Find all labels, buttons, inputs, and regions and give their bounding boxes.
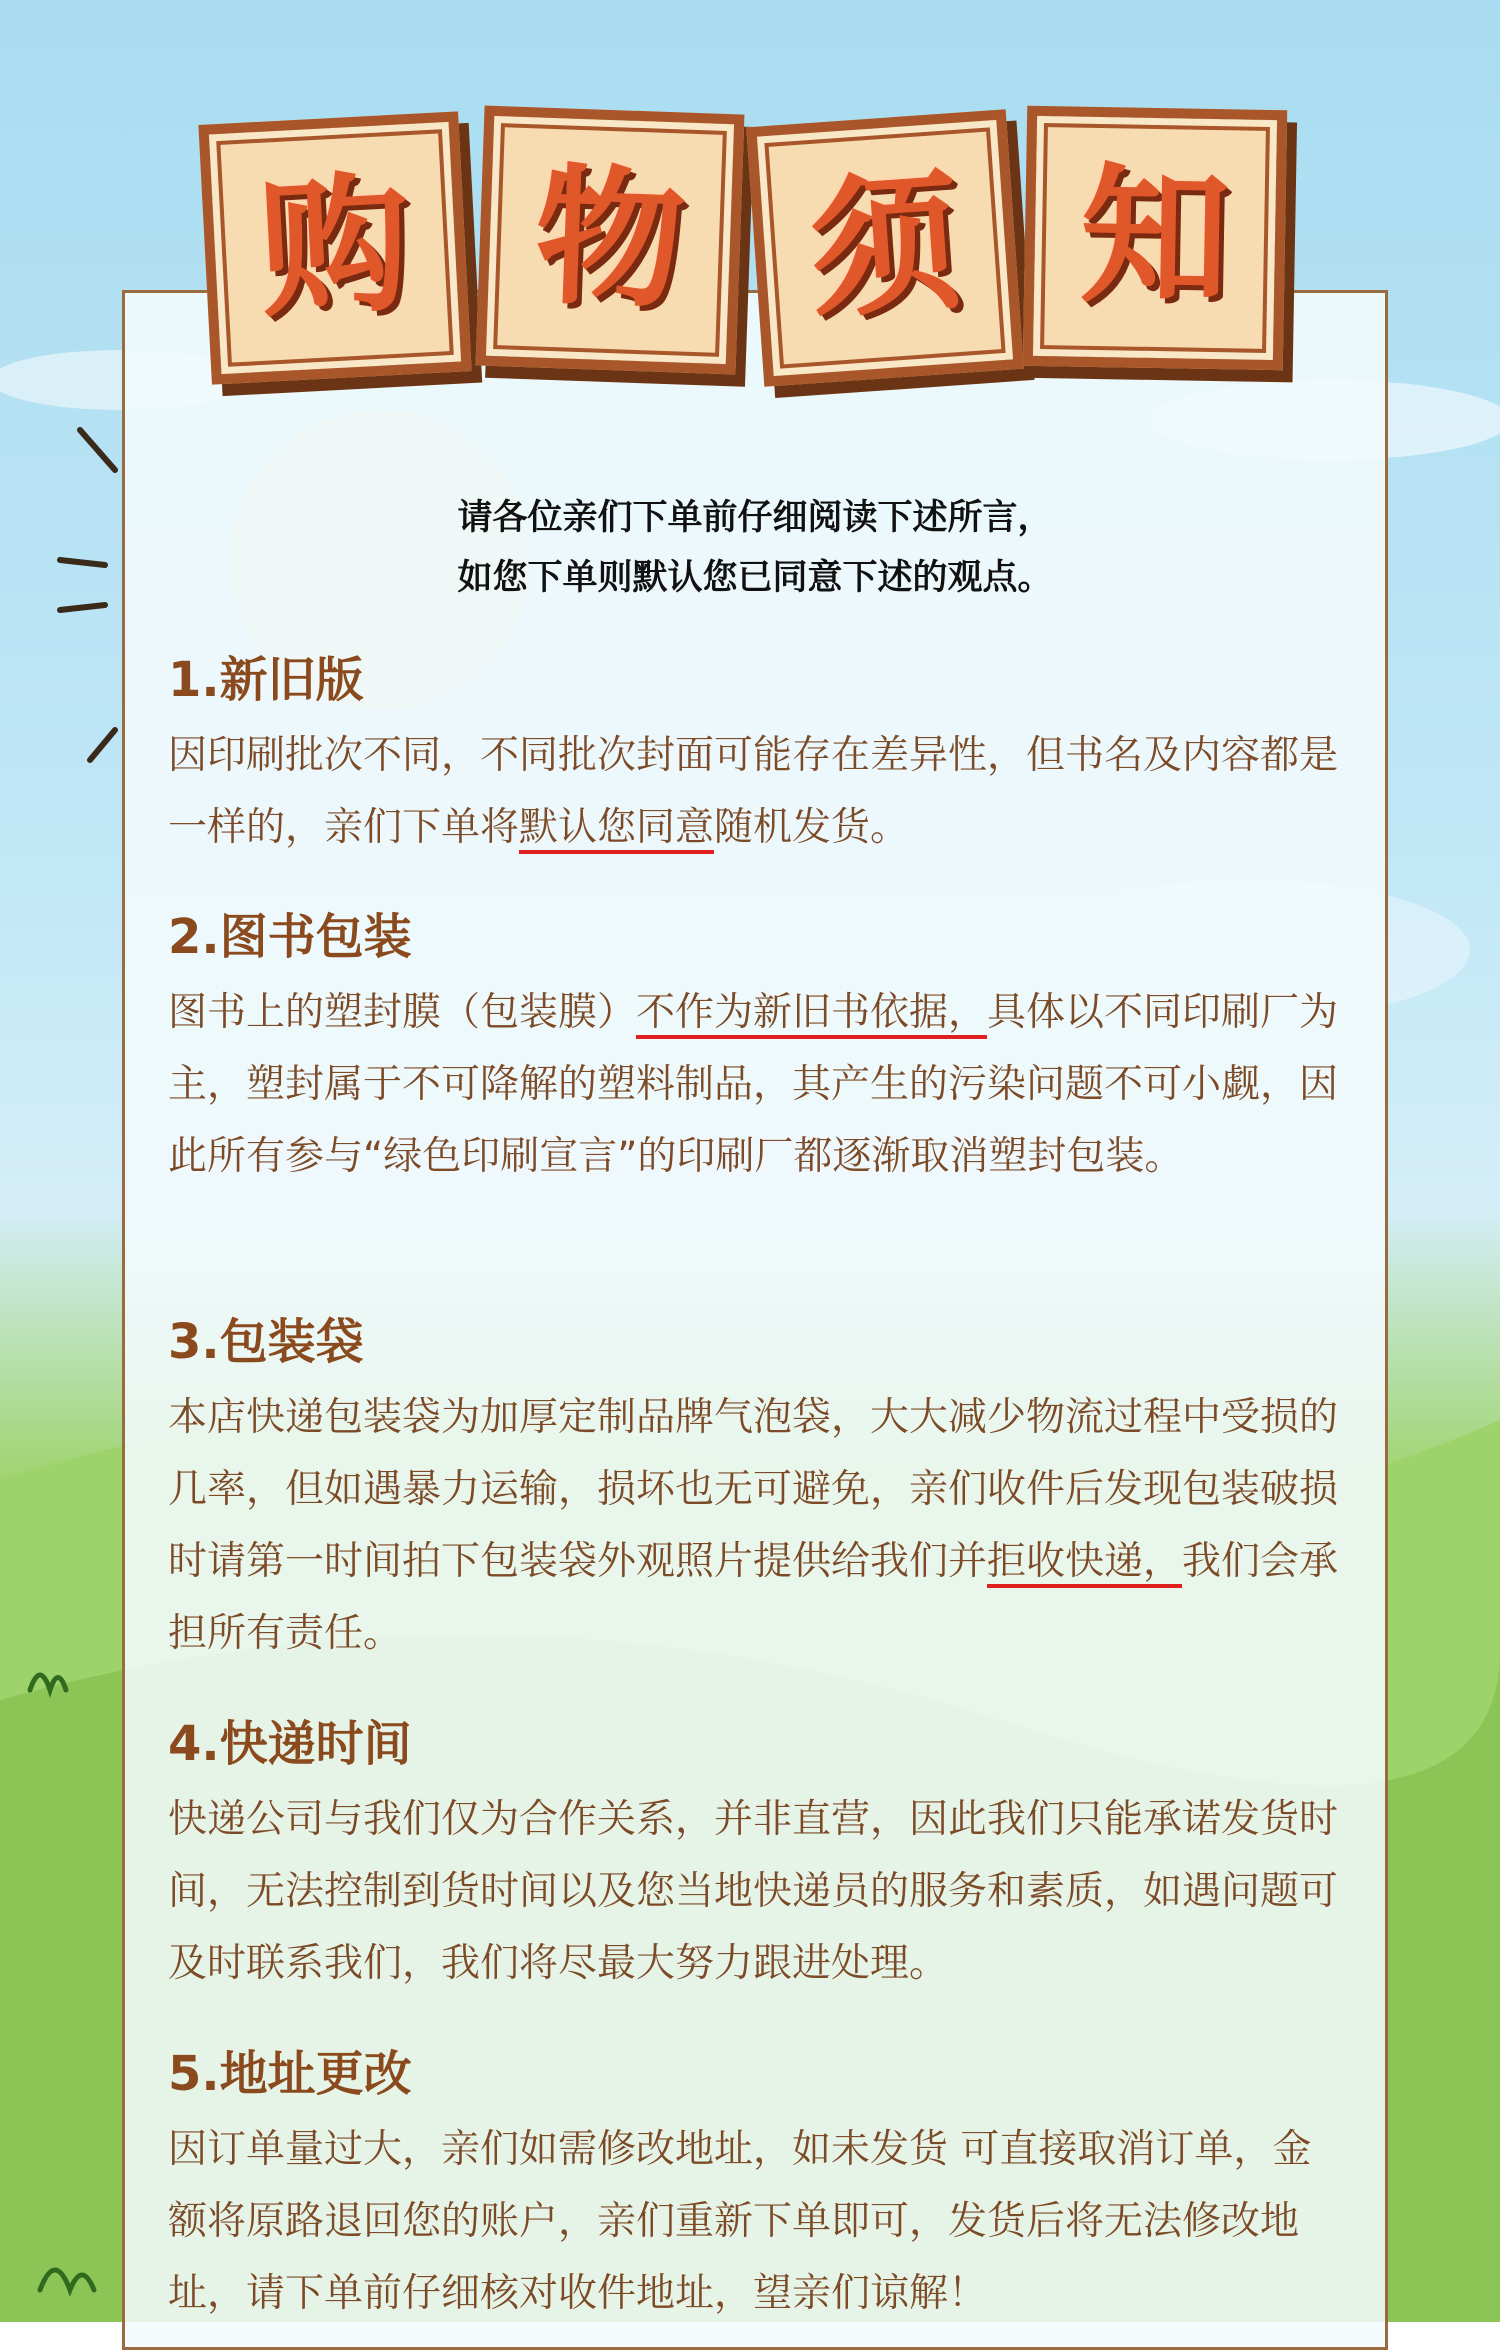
section-book-packaging [168, 905, 1348, 1193]
title-char: 知 [1078, 149, 1232, 327]
section-title: 3.包装袋 [168, 1314, 364, 1370]
section-body [168, 720, 1348, 864]
title-tile [1023, 106, 1287, 370]
highlighted-text: 默认您同意 [519, 805, 715, 850]
section-body [168, 2114, 1348, 2330]
section-body [168, 977, 1348, 1193]
body-text: 随机发货。 [714, 805, 910, 850]
body-text: 快递公司与我们仅为合作关系，并非直营，因此我们只能承诺发货时间，无法控制到货时间以及您当地快递员的服务和素质，如遇问题可及时联系我们，我们将尽最大努力跟进处理。 [168, 1797, 1339, 1986]
highlighted-text: 拒收快递， [987, 1539, 1183, 1584]
title-char: 购 [255, 157, 415, 339]
section-body [168, 1784, 1348, 2000]
body-text: 本店快递包装袋为加厚定制品牌气泡袋，大大减少物流过程中受损的几率，但如遇暴力运输，损坏也无可避免，亲们收件后发现包装破损时请第一时间拍下包装袋外观照片提供给我们并 [168, 1395, 1339, 1584]
title-tile [476, 106, 745, 375]
body-text: 我们会承担所有责任。 [168, 1539, 1339, 1656]
sun-rays-decoration [60, 430, 115, 760]
section-title: 2.图书包装 [168, 909, 412, 965]
body-text: 图书上的塑封膜（包装膜） [168, 990, 637, 1035]
title-char: 须 [804, 155, 966, 341]
section-packaging-bag [168, 1310, 1348, 1670]
title-tile [198, 111, 471, 384]
section-title: 1.新旧版 [168, 652, 364, 708]
body-text: 因印刷批次不同，不同批次封面可能存在差异性，但书名及内容都是一样的，亲们下单将 [168, 733, 1339, 850]
highlighted-text: 不作为新旧书依据， [636, 990, 988, 1035]
body-text: 具体以不同印刷厂为主，塑封属于不可降解的塑料制品，其产生的污染问题不可小觑，因此所有参与“绿色印刷宣言”的印刷厂都逐渐取消塑封包装。 [168, 990, 1339, 1179]
section-title: 5.地址更改 [168, 2046, 412, 2102]
section-title: 4.快递时间 [168, 1716, 412, 1772]
title-tile [746, 109, 1024, 387]
intro-line: 请各位亲们下单前仔细阅读下述所言， [457, 498, 1053, 538]
body-text: 因订单量过大，亲们如需修改地址，如未发货 可直接取消订单，金额将原路退回您的账户，亲们重新下单即可，发货后将无法修改地址，请下单前仔细核对收件地址，望亲们谅解！ [168, 2127, 1312, 2316]
page-title [195, 100, 1295, 420]
title-char: 物 [531, 150, 688, 330]
section-body [168, 1382, 1348, 1670]
section-address-change [168, 2042, 1348, 2330]
section-delivery-time [168, 1712, 1348, 2000]
intro-notice [122, 488, 1388, 608]
intro-line: 如您下单则默认您已同意下述的观点。 [457, 558, 1053, 598]
section-new-old-edition [168, 648, 1348, 864]
